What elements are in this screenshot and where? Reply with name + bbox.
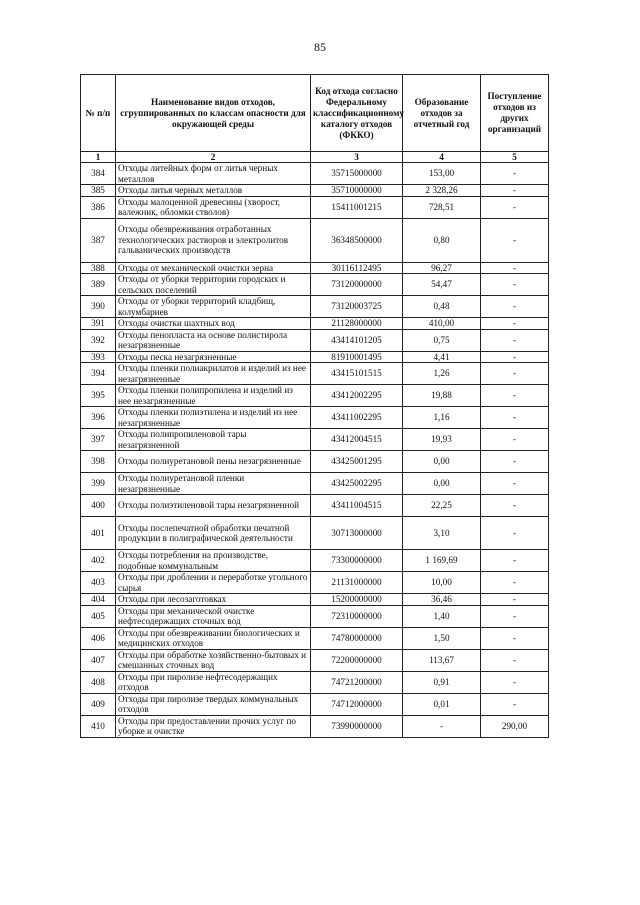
waste-name: Отходы при пиролизе твердых коммунальных отходов bbox=[116, 693, 311, 715]
waste-name: Отходы от уборки территорий кладбищ, колумбариев bbox=[116, 296, 311, 318]
fkko-code: 72200000000 bbox=[311, 649, 403, 671]
formed-amount: 1 169,69 bbox=[403, 550, 481, 572]
row-number: 397 bbox=[81, 429, 116, 451]
formed-amount: 0,75 bbox=[403, 329, 481, 351]
row-number: 393 bbox=[81, 351, 116, 363]
table-row bbox=[81, 407, 549, 429]
row-number: 403 bbox=[81, 572, 116, 594]
row-number: 396 bbox=[81, 407, 116, 429]
fkko-code: 43425001295 bbox=[311, 451, 403, 473]
waste-name: Отходы литья черных металлов bbox=[116, 185, 311, 197]
fkko-code: 43414101205 bbox=[311, 329, 403, 351]
row-number: 405 bbox=[81, 605, 116, 627]
row-number: 409 bbox=[81, 693, 116, 715]
waste-name: Отходы очистки шахтных вод bbox=[116, 318, 311, 330]
table-row bbox=[81, 495, 549, 517]
table-row bbox=[81, 262, 549, 274]
formed-amount: 1,40 bbox=[403, 605, 481, 627]
table-row bbox=[81, 351, 549, 363]
row-number: 394 bbox=[81, 363, 116, 385]
formed-amount: 0,91 bbox=[403, 671, 481, 693]
formed-amount: 0,00 bbox=[403, 473, 481, 495]
waste-name: Отходы пленки полиэтилена и изделий из нее незагрязненные bbox=[116, 407, 311, 429]
row-number: 390 bbox=[81, 296, 116, 318]
fkko-code: 74780000000 bbox=[311, 627, 403, 649]
waste-name: Отходы при пиролизе нефтесодержащих отходов bbox=[116, 671, 311, 693]
table-row bbox=[81, 594, 549, 606]
row-number: 407 bbox=[81, 649, 116, 671]
page-number: 85 bbox=[314, 40, 326, 54]
row-number: 387 bbox=[81, 218, 116, 262]
fkko-code: 73120000000 bbox=[311, 274, 403, 296]
waste-name: Отходы потребления на производстве, подобные коммунальным bbox=[116, 550, 311, 572]
table-row bbox=[81, 715, 549, 737]
received-amount: - bbox=[481, 594, 549, 606]
formed-amount: 1,26 bbox=[403, 363, 481, 385]
row-number: 406 bbox=[81, 627, 116, 649]
table-body bbox=[81, 163, 549, 738]
received-amount: - bbox=[481, 196, 549, 218]
table-row bbox=[81, 429, 549, 451]
table-row bbox=[81, 627, 549, 649]
fkko-code: 35710000000 bbox=[311, 185, 403, 197]
fkko-code: 43411004515 bbox=[311, 495, 403, 517]
row-number: 391 bbox=[81, 318, 116, 330]
formed-amount: - bbox=[403, 715, 481, 737]
formed-amount: 54,47 bbox=[403, 274, 481, 296]
received-amount: - bbox=[481, 429, 549, 451]
waste-name: Отходы литейных форм от литья черных металлов bbox=[116, 163, 311, 185]
waste-name: Отходы полиуретановой пены незагрязненные bbox=[116, 451, 311, 473]
waste-name: Отходы малоценной древесины (хворост, валежник, обломки стволов) bbox=[116, 196, 311, 218]
waste-name: Отходы пленки полипропилена и изделий из нее незагрязненные bbox=[116, 385, 311, 407]
fkko-code: 30713000000 bbox=[311, 517, 403, 550]
received-amount: - bbox=[481, 627, 549, 649]
received-amount: - bbox=[481, 262, 549, 274]
fkko-code: 73120003725 bbox=[311, 296, 403, 318]
waste-name: Отходы при механической очистке нефтесодержащих сточных вод bbox=[116, 605, 311, 627]
formed-amount: 153,00 bbox=[403, 163, 481, 185]
received-amount: - bbox=[481, 649, 549, 671]
received-amount: - bbox=[481, 693, 549, 715]
table-row bbox=[81, 274, 549, 296]
received-amount: - bbox=[481, 407, 549, 429]
waste-name: Отходы при лесозаготовках bbox=[116, 594, 311, 606]
table-row bbox=[81, 363, 549, 385]
column-number: 1 bbox=[81, 152, 116, 163]
fkko-code: 21131000000 bbox=[311, 572, 403, 594]
table-row bbox=[81, 318, 549, 330]
header-received: Поступление отходов из других организаций bbox=[481, 75, 549, 152]
column-number: 5 bbox=[481, 152, 549, 163]
row-number: 402 bbox=[81, 550, 116, 572]
fkko-code: 36348500000 bbox=[311, 218, 403, 262]
fkko-code: 15200000000 bbox=[311, 594, 403, 606]
received-amount: - bbox=[481, 274, 549, 296]
received-amount: - bbox=[481, 550, 549, 572]
waste-name: Отходы при обработке хозяйственно-бытовых и смешанных сточных вод bbox=[116, 649, 311, 671]
formed-amount: 4,41 bbox=[403, 351, 481, 363]
received-amount: - bbox=[481, 495, 549, 517]
table-row bbox=[81, 473, 549, 495]
formed-amount: 113,67 bbox=[403, 649, 481, 671]
row-number: 398 bbox=[81, 451, 116, 473]
fkko-code: 15411001215 bbox=[311, 196, 403, 218]
formed-amount: 19,88 bbox=[403, 385, 481, 407]
table-row bbox=[81, 196, 549, 218]
row-number: 404 bbox=[81, 594, 116, 606]
row-number: 410 bbox=[81, 715, 116, 737]
waste-name: Отходы от механической очистки зерна bbox=[116, 262, 311, 274]
received-amount: - bbox=[481, 451, 549, 473]
row-number: 400 bbox=[81, 495, 116, 517]
header-name: Наименование видов отходов, сгруппированных по классам опасности для окружающей среды bbox=[116, 75, 311, 152]
fkko-code: 74712000000 bbox=[311, 693, 403, 715]
formed-amount: 0,00 bbox=[403, 451, 481, 473]
formed-amount: 36,46 bbox=[403, 594, 481, 606]
row-number: 388 bbox=[81, 262, 116, 274]
table-row bbox=[81, 649, 549, 671]
received-amount: - bbox=[481, 605, 549, 627]
table-row bbox=[81, 218, 549, 262]
formed-amount: 0,01 bbox=[403, 693, 481, 715]
waste-table bbox=[80, 74, 549, 738]
waste-name: Отходы при предоставлении прочих услуг по уборке и очистке bbox=[116, 715, 311, 737]
table-row bbox=[81, 572, 549, 594]
received-amount: - bbox=[481, 671, 549, 693]
formed-amount: 728,51 bbox=[403, 196, 481, 218]
formed-amount: 0,80 bbox=[403, 218, 481, 262]
fkko-code: 43415101515 bbox=[311, 363, 403, 385]
table-row bbox=[81, 163, 549, 185]
row-number: 384 bbox=[81, 163, 116, 185]
waste-name: Отходы обезвреживания отработанных технологических растворов и электролитов гальванических производств bbox=[116, 218, 311, 262]
row-number: 386 bbox=[81, 196, 116, 218]
header-no: № п/п bbox=[81, 75, 116, 152]
column-number: 2 bbox=[116, 152, 311, 163]
waste-name: Отходы песка незагрязненные bbox=[116, 351, 311, 363]
formed-amount: 96,27 bbox=[403, 262, 481, 274]
column-number: 3 bbox=[311, 152, 403, 163]
formed-amount: 3,10 bbox=[403, 517, 481, 550]
waste-name: Отходы при дроблении и переработке угольного сырья bbox=[116, 572, 311, 594]
formed-amount: 1,50 bbox=[403, 627, 481, 649]
row-number: 408 bbox=[81, 671, 116, 693]
fkko-code: 43425002295 bbox=[311, 473, 403, 495]
header-row bbox=[81, 75, 549, 152]
formed-amount: 2 328,26 bbox=[403, 185, 481, 197]
table-row bbox=[81, 385, 549, 407]
table-row bbox=[81, 550, 549, 572]
fkko-code: 43412002295 bbox=[311, 385, 403, 407]
column-number: 4 bbox=[403, 152, 481, 163]
received-amount: - bbox=[481, 318, 549, 330]
waste-name: Отходы полиэтиленовой тары незагрязненной bbox=[116, 495, 311, 517]
received-amount: - bbox=[481, 385, 549, 407]
row-number: 401 bbox=[81, 517, 116, 550]
received-amount: - bbox=[481, 329, 549, 351]
table-row bbox=[81, 671, 549, 693]
received-amount: - bbox=[481, 363, 549, 385]
waste-name: Отходы от уборки территории городских и сельских поселений bbox=[116, 274, 311, 296]
formed-amount: 0,48 bbox=[403, 296, 481, 318]
table-row bbox=[81, 451, 549, 473]
received-amount: - bbox=[481, 572, 549, 594]
received-amount: - bbox=[481, 351, 549, 363]
row-number: 392 bbox=[81, 329, 116, 351]
waste-name: Отходы послепечатной обработки печатной продукции в полиграфической деятельности bbox=[116, 517, 311, 550]
fkko-code: 81910001495 bbox=[311, 351, 403, 363]
waste-name: Отходы при обезвреживании биологических и медицинских отходов bbox=[116, 627, 311, 649]
received-amount: - bbox=[481, 218, 549, 262]
formed-amount: 22,25 bbox=[403, 495, 481, 517]
formed-amount: 19,93 bbox=[403, 429, 481, 451]
waste-name: Отходы пенопласта на основе полистирола незагрязненные bbox=[116, 329, 311, 351]
table-row bbox=[81, 605, 549, 627]
received-amount: - bbox=[481, 163, 549, 185]
table-row bbox=[81, 296, 549, 318]
row-number: 389 bbox=[81, 274, 116, 296]
fkko-code: 21128000000 bbox=[311, 318, 403, 330]
received-amount: - bbox=[481, 185, 549, 197]
fkko-code: 73990000000 bbox=[311, 715, 403, 737]
fkko-code: 30116112495 bbox=[311, 262, 403, 274]
waste-name: Отходы полипропиленовой тары незагрязненной bbox=[116, 429, 311, 451]
table-row bbox=[81, 693, 549, 715]
formed-amount: 410,00 bbox=[403, 318, 481, 330]
fkko-code: 35715000000 bbox=[311, 163, 403, 185]
received-amount: 290,00 bbox=[481, 715, 549, 737]
formed-amount: 1,16 bbox=[403, 407, 481, 429]
fkko-code: 73300000000 bbox=[311, 550, 403, 572]
formed-amount: 10,00 bbox=[403, 572, 481, 594]
header-code: Код отхода согласно Федеральному классификационному каталогу отходов (ФККО) bbox=[311, 75, 403, 152]
fkko-code: 43412004515 bbox=[311, 429, 403, 451]
fkko-code: 74721200000 bbox=[311, 671, 403, 693]
received-amount: - bbox=[481, 296, 549, 318]
fkko-code: 72310000000 bbox=[311, 605, 403, 627]
table-row bbox=[81, 185, 549, 197]
row-number: 399 bbox=[81, 473, 116, 495]
received-amount: - bbox=[481, 517, 549, 550]
column-number-row bbox=[81, 152, 549, 163]
table-row bbox=[81, 329, 549, 351]
waste-name: Отходы пленки полиакрилатов и изделий из нее незагрязненные bbox=[116, 363, 311, 385]
received-amount: - bbox=[481, 473, 549, 495]
row-number: 385 bbox=[81, 185, 116, 197]
fkko-code: 43411002295 bbox=[311, 407, 403, 429]
header-formed: Образование отходов за отчетный год bbox=[403, 75, 481, 152]
row-number: 395 bbox=[81, 385, 116, 407]
table-row bbox=[81, 517, 549, 550]
waste-name: Отходы полиуретановой пленки незагрязненные bbox=[116, 473, 311, 495]
